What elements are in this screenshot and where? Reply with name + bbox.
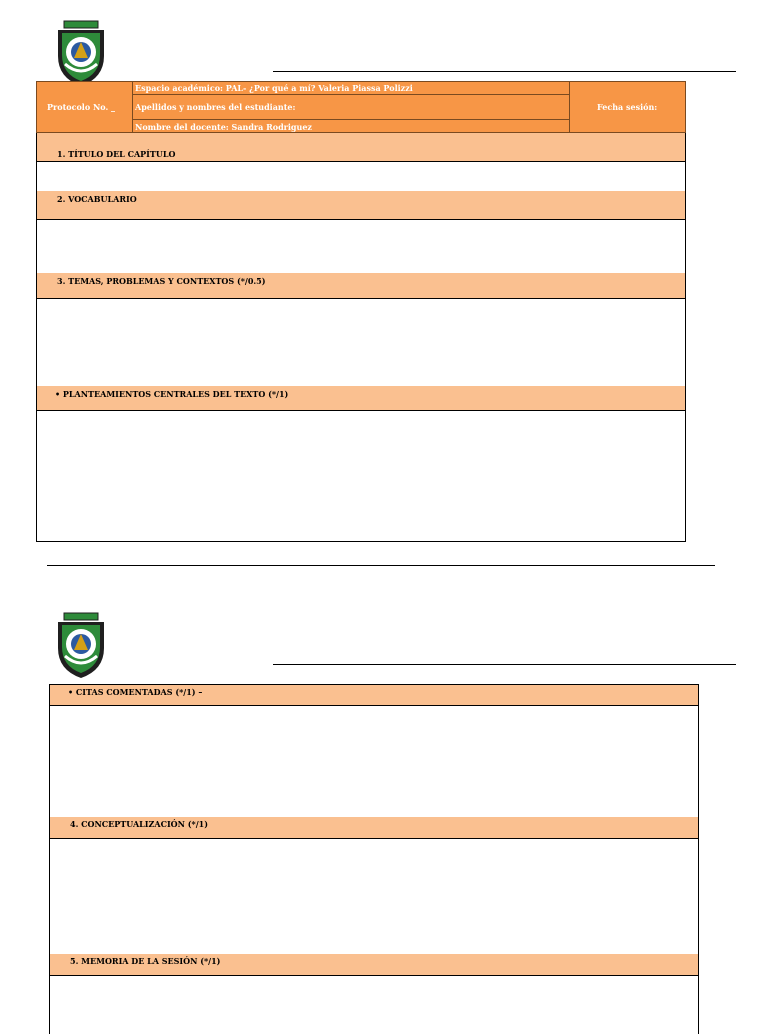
planteamientos-header	[37, 386, 685, 411]
page1-form	[36, 133, 686, 542]
citas-header	[50, 685, 698, 706]
page-separator	[47, 565, 715, 566]
conceptualizacion-header	[50, 817, 698, 839]
citas-field[interactable]	[50, 706, 698, 818]
temas-field[interactable]	[37, 299, 685, 387]
estudiante-label: Apellidos y nombres del estudiante:	[135, 102, 296, 112]
header-divider	[132, 119, 569, 120]
school-crest-logo	[52, 612, 110, 680]
titulo-label: 1. TÍTULO DEL CAPÍTULO	[57, 149, 176, 159]
header-divider	[569, 82, 570, 132]
titulo-header	[37, 133, 685, 162]
vocabulario-field[interactable]	[37, 220, 685, 274]
header-rule	[273, 71, 736, 72]
fecha-label: Fecha sesión:	[597, 102, 658, 112]
header-divider	[132, 82, 133, 132]
school-crest-logo	[52, 20, 110, 88]
vocabulario-label: 2. VOCABULARIO	[57, 194, 137, 204]
planteamientos-label: • PLANTEAMIENTOS CENTRALES DEL TEXTO (*/1)	[55, 389, 289, 399]
header-table	[36, 81, 686, 133]
header-rule	[273, 664, 736, 665]
conceptualizacion-label: 4. CONCEPTUALIZACIÓN (*/1)	[70, 819, 208, 829]
memoria-header	[50, 954, 698, 976]
vocabulario-header	[37, 191, 685, 220]
header-divider	[132, 94, 569, 95]
temas-label: 3. TEMAS, PROBLEMAS Y CONTEXTOS (*/0.5)	[57, 276, 266, 286]
protocolo-label: Protocolo No. _	[47, 102, 116, 112]
docente-label: Nombre del docente: Sandra Rodriguez	[135, 122, 312, 132]
temas-header	[37, 273, 685, 299]
titulo-field[interactable]	[37, 162, 685, 192]
page2-form	[49, 684, 699, 1034]
planteamientos-field[interactable]	[37, 411, 685, 542]
memoria-field[interactable]	[50, 976, 698, 1034]
espacio-academico: Espacio académico: PAL- ¿Por qué a mí? Valeria Piassa Polizzi	[135, 83, 413, 93]
conceptualizacion-field[interactable]	[50, 839, 698, 955]
citas-label: • CITAS COMENTADAS (*/1) –	[68, 687, 203, 697]
memoria-label: 5. MEMORIA DE LA SESIÓN (*/1)	[70, 956, 221, 966]
